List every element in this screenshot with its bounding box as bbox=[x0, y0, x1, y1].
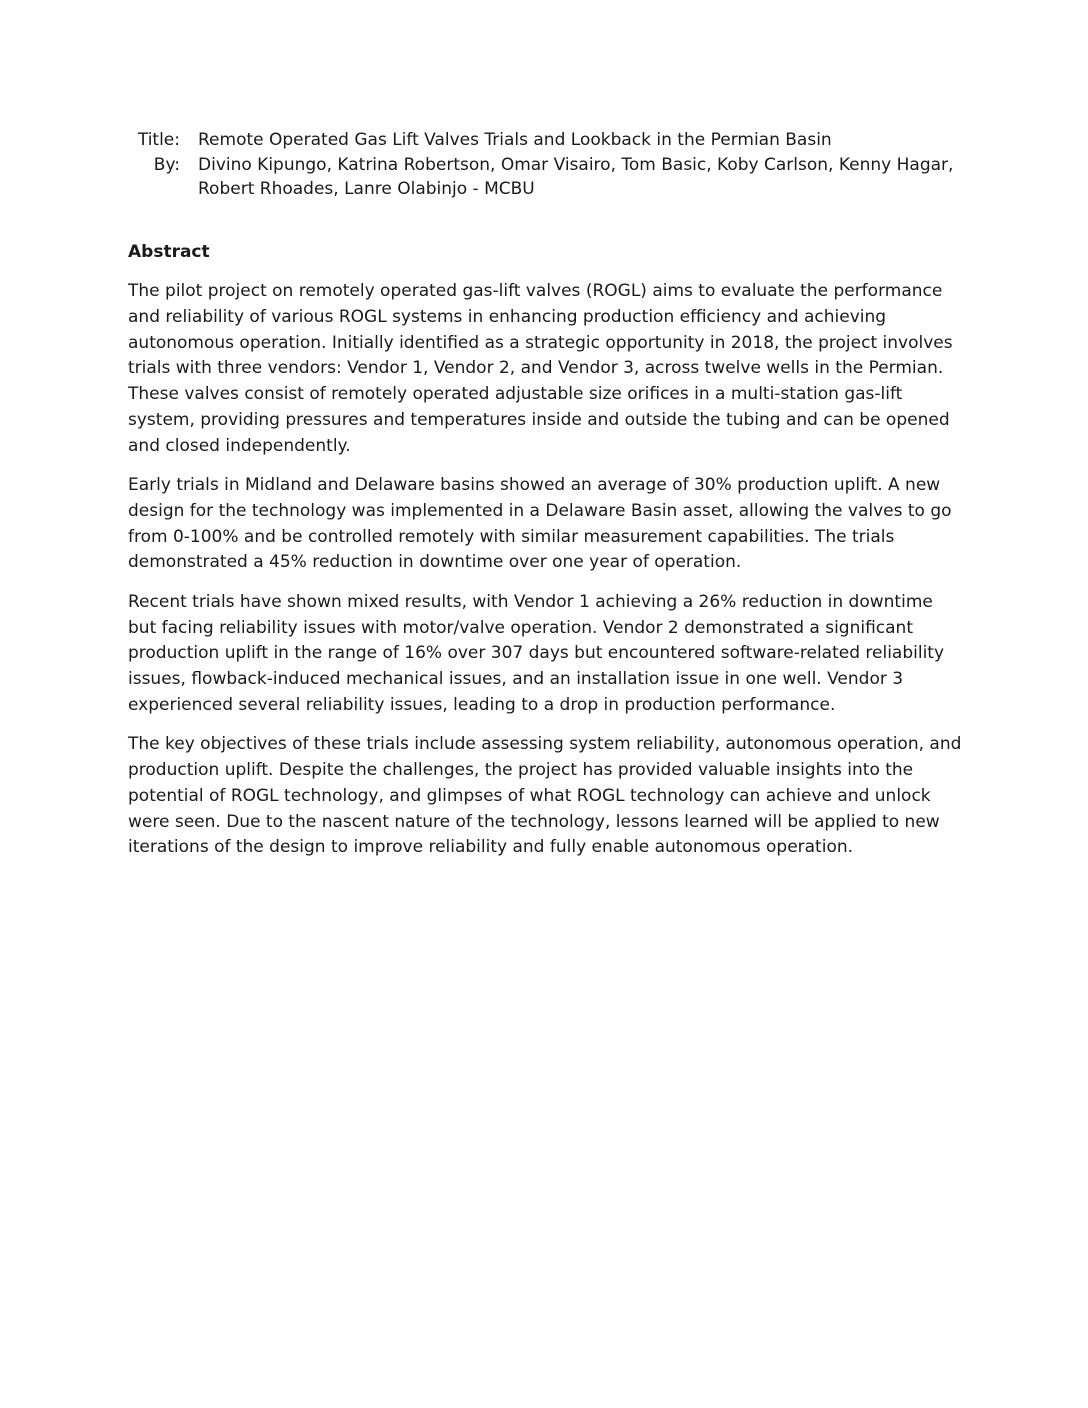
abstract-paragraph: Recent trials have shown mixed results, with Vendor 1 achieving a 26% reduction in downtime but facing reliability issues with motor/valve operation. Vendor 2 demonstrated a significant production uplift in the range of 16% over 307 days but encountered software-related reliability issues, flowback-induced mechanical issues, and an installation issue in one well. Vendor 3 experienced several reliability issues, leading to a drop in production performance. bbox=[128, 591, 945, 715]
abstract-paragraph: Early trials in Midland and Delaware basins showed an average of 30% production uplift. A new design for the technology was implemented in a Delaware Basin asset, allowing the valves to go from 0-100% and be controlled remotely with similar measurement capabilities. The trials demonstrated a 45% reduction in downtime over one year of operation. bbox=[128, 475, 952, 573]
abstract-heading: Abstract bbox=[128, 242, 210, 262]
authors-row bbox=[128, 153, 960, 202]
by-label: By: bbox=[153, 154, 180, 175]
title-row bbox=[128, 128, 960, 153]
document-title: Remote Operated Gas Lift Valves Trials and Lookback in the Permian Basin bbox=[198, 130, 832, 150]
abstract-body bbox=[128, 279, 964, 875]
abstract-paragraph: The pilot project on remotely operated gas-lift valves (ROGL) aims to evaluate the performance and reliability of various ROGL systems in enhancing production efficiency and achieving autonomous operation. Initially identified as a strategic opportunity in 2018, the project involves trials with three vendors: Vendor 1, Vendor 2, and Vendor 3, across twelve wells in the Permian. These valves consist of remotely operated adjustable size orifices in a multi-station gas-lift system, providing pressures and temperatures inside and outside the tubing and can be opened and closed independently. bbox=[128, 281, 953, 456]
document-authors: Divino Kipungo, Katrina Robertson, Omar Visairo, Tom Basic, Koby Carlson, Kenny Hagar, Robert Rhoades, Lanre Olabinjo - MCBU bbox=[198, 154, 954, 199]
document-header bbox=[128, 128, 960, 202]
title-label: Title: bbox=[137, 130, 180, 150]
abstract-paragraph: The key objectives of these trials include assessing system reliability, autonomous operation, and production uplift. Despite the challenges, the project has provided valuable insights into the potential of ROGL technology, and glimpses of what ROGL technology can achieve and unlock were seen. Due to the nascent nature of the technology, lessons learned will be applied to new iterations of the design to improve reliability and fully enable autonomous operation. bbox=[128, 734, 962, 858]
